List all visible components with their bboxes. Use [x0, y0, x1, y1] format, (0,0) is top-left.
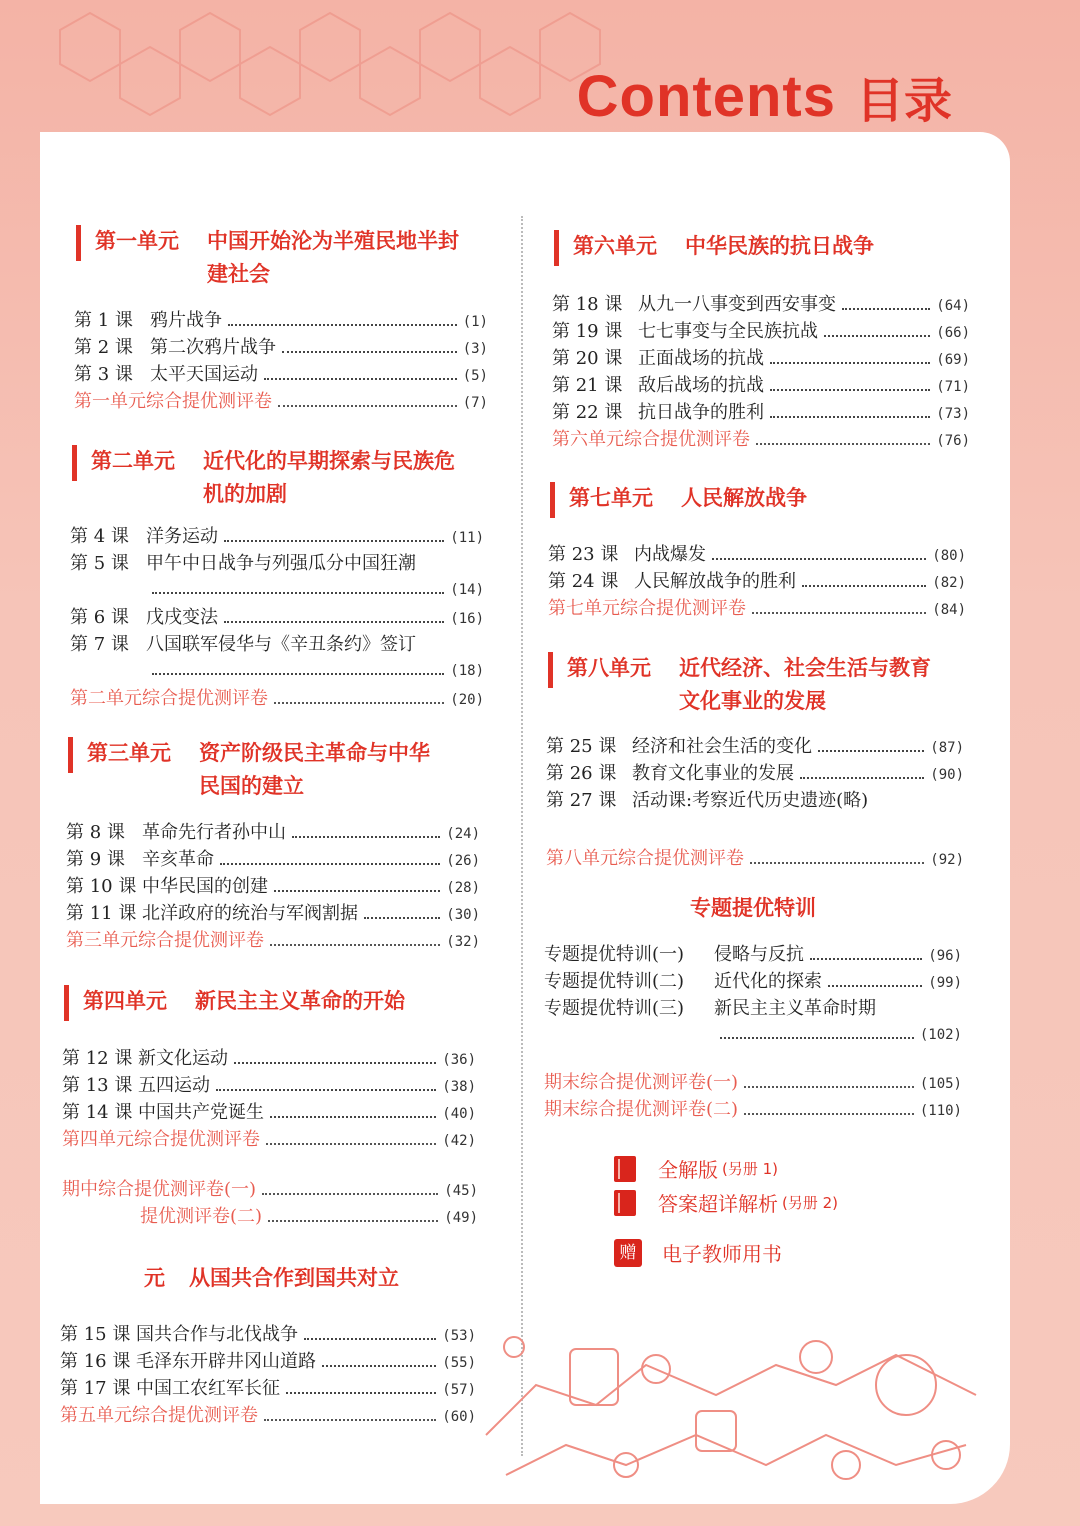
unit-title	[91, 445, 455, 511]
unit-marker	[76, 225, 81, 261]
page-number: (55)	[442, 1355, 476, 1371]
unit-label: 第二单元	[91, 449, 175, 473]
dot-leader	[800, 776, 924, 779]
lesson-title: 第三单元综合提优测评卷	[66, 930, 264, 951]
lesson-title: 中国工农红军长征	[136, 1378, 280, 1399]
lesson-number: 第 12 课	[62, 1048, 133, 1069]
special-heading: 专题提优特训	[690, 896, 816, 920]
gift-icon: 赠	[614, 1239, 642, 1267]
unit-label: 第三单元	[87, 741, 171, 765]
page-number: (30)	[446, 907, 480, 923]
unit-title-line: 建社会	[207, 262, 270, 286]
lesson-row	[62, 1100, 476, 1126]
unit-label: 元	[144, 1266, 165, 1290]
lesson-number: 第 21 课	[552, 375, 623, 396]
lesson-title: 期末综合提优测评卷(二)	[544, 1099, 739, 1120]
page-number: (40)	[442, 1106, 476, 1122]
dot-leader	[824, 334, 930, 337]
lesson-row-continued	[146, 577, 484, 603]
lesson-number: 第 25 课	[546, 736, 617, 757]
lesson-row	[66, 901, 480, 927]
decorative-network-icons	[476, 1325, 996, 1495]
lesson-title: 五四运动	[138, 1075, 210, 1096]
unit-marker	[554, 230, 559, 266]
lesson-title: 北洋政府的统治与军阀割据	[142, 903, 358, 924]
lesson-row	[552, 292, 970, 318]
lesson-title: 辛亥革命	[142, 849, 214, 870]
lesson-row	[62, 1073, 476, 1099]
test-row	[66, 928, 480, 954]
lesson-title: 鸦片战争	[150, 310, 222, 331]
lesson-number: 第 3 课	[74, 364, 133, 385]
dot-leader	[286, 1391, 436, 1394]
unit-title: 从国共合作到国共对立	[189, 1266, 399, 1290]
page-number: (92)	[930, 852, 964, 868]
title-chinese: 目录	[855, 73, 952, 129]
page-number: (3)	[462, 341, 488, 357]
lesson-number: 第 16 课	[60, 1351, 131, 1372]
dot-leader	[842, 307, 930, 310]
unit-title-line: 中国开始沦为半殖民地半封	[207, 229, 459, 253]
lesson-row	[60, 1322, 476, 1348]
page-number: (42)	[442, 1133, 476, 1149]
page-number: (32)	[446, 934, 480, 950]
page-number: (105)	[919, 1076, 962, 1092]
lesson-number: 第 17 课	[60, 1378, 131, 1399]
lesson-row	[552, 373, 970, 399]
lesson-title: 经济和社会生活的变化	[632, 736, 812, 757]
lesson-number: 第 2 课	[74, 337, 133, 358]
dot-leader	[802, 584, 926, 587]
dot-leader	[264, 1418, 436, 1421]
page-number: (20)	[450, 692, 484, 708]
lesson-title: 第一单元综合提优测评卷	[74, 391, 272, 412]
dot-leader	[750, 861, 924, 864]
title-english: Contents	[576, 64, 836, 129]
lesson-title: 内战爆发	[634, 544, 706, 565]
lesson-number: 专题提优特训(一)	[544, 944, 685, 965]
lesson-number: 第 6 课	[70, 607, 129, 628]
lesson-number: 第 24 课	[548, 571, 619, 592]
lesson-title: 八国联军侵华与《辛丑条约》签订	[146, 634, 416, 655]
lesson-title: 从九一八事变到西安事变	[638, 294, 836, 315]
lesson-number: 第 4 课	[70, 526, 129, 547]
dot-leader	[752, 611, 926, 614]
page-number: (76)	[936, 433, 970, 449]
test-row	[544, 1097, 962, 1123]
unit-heading	[68, 737, 430, 803]
lesson-title: 新文化运动	[138, 1048, 228, 1069]
lesson-number: 第 15 课	[60, 1324, 131, 1345]
page-number: (11)	[450, 530, 484, 546]
lesson-row	[544, 996, 962, 1022]
unit-title-line: 机的加剧	[203, 482, 287, 506]
test-row	[552, 427, 970, 453]
unit-title	[95, 225, 459, 291]
dot-leader	[770, 415, 930, 418]
unit-label: 第四单元	[83, 989, 167, 1013]
lesson-row	[60, 1376, 476, 1402]
test-row	[544, 1070, 962, 1096]
dot-leader	[712, 557, 926, 560]
dot-leader	[268, 1219, 438, 1222]
unit-marker	[550, 482, 555, 518]
dot-leader	[234, 1061, 436, 1064]
page-number: (102)	[919, 1027, 962, 1043]
lesson-title: 太平天国运动	[150, 364, 258, 385]
lesson-number: 第 10 课	[66, 876, 137, 897]
unit-title-line: 中华民族的抗日战争	[685, 234, 874, 258]
page-number: (38)	[442, 1079, 476, 1095]
lesson-number: 第 8 课	[66, 822, 125, 843]
page-number: (64)	[936, 298, 970, 314]
test-row	[74, 389, 488, 415]
dot-leader	[810, 957, 922, 960]
page-number: (28)	[446, 880, 480, 896]
unit-label: 第一单元	[95, 229, 179, 253]
test-row	[62, 1127, 476, 1153]
page-number: (66)	[936, 325, 970, 341]
supplement-title: 电子教师用书	[662, 1242, 782, 1266]
dot-leader	[278, 404, 457, 407]
column-divider	[521, 216, 523, 1456]
page-number: (16)	[450, 611, 484, 627]
unit-label: 第八单元	[567, 656, 651, 680]
lesson-title: 中华民国的创建	[142, 876, 268, 897]
page-number: (45)	[444, 1183, 478, 1199]
lesson-title: 侵略与反抗	[714, 944, 804, 965]
dot-leader	[152, 591, 444, 594]
test-row	[548, 596, 966, 622]
page-number: (87)	[930, 740, 964, 756]
lesson-row	[546, 788, 964, 814]
dot-leader	[282, 350, 457, 353]
lesson-title: 七七事变与全民族抗战	[638, 321, 818, 342]
page-number: (7)	[462, 395, 488, 411]
page-number: (110)	[919, 1103, 962, 1119]
dot-leader	[818, 749, 924, 752]
lesson-row	[66, 820, 480, 846]
unit-title-line: 近代经济、社会生活与教育	[679, 656, 931, 680]
supplement-note: (另册 2)	[782, 1194, 839, 1212]
unit-title-line: 资产阶级民主革命与中华	[199, 741, 430, 765]
dot-leader	[274, 889, 440, 892]
page-number: (14)	[450, 582, 484, 598]
lesson-number: 专题提优特训(二)	[544, 971, 685, 992]
lesson-title: 戊戌变法	[146, 607, 218, 628]
lesson-title: 国共合作与北伐战争	[136, 1324, 298, 1345]
dot-leader	[224, 620, 444, 623]
supplement-title: 答案超详解析	[658, 1192, 778, 1216]
dot-leader	[322, 1364, 436, 1367]
dot-leader	[364, 916, 440, 919]
page-number: (82)	[932, 575, 966, 591]
lesson-row	[70, 524, 484, 550]
page-number: (18)	[450, 663, 484, 679]
lesson-title: 中国共产党诞生	[138, 1102, 264, 1123]
page-number: (36)	[442, 1052, 476, 1068]
lesson-row-continued	[146, 658, 484, 684]
dot-leader	[304, 1337, 436, 1340]
page-number: (71)	[936, 379, 970, 395]
lesson-row	[66, 847, 480, 873]
lesson-title: 期末综合提优测评卷(一)	[544, 1072, 739, 1093]
dot-leader	[216, 1088, 436, 1091]
lesson-row	[70, 551, 484, 577]
page-number: (5)	[462, 368, 488, 384]
page-number: (53)	[442, 1328, 476, 1344]
unit-heading	[144, 1262, 399, 1295]
lesson-title: 期中综合提优测评卷(一)	[62, 1179, 257, 1200]
page-number: (1)	[462, 314, 488, 330]
lesson-number: 第 20 课	[552, 348, 623, 369]
unit-marker	[68, 737, 73, 773]
lesson-row	[74, 308, 488, 334]
lesson-title: 活动课:考察近代历史遗迹(略)	[632, 790, 869, 811]
unit-title	[573, 230, 874, 266]
lesson-title: 第二次鸦片战争	[150, 337, 276, 358]
dot-leader	[720, 1036, 914, 1039]
lesson-number: 第 22 课	[552, 402, 623, 423]
page-number: (49)	[444, 1210, 478, 1226]
supplement-note: (另册 1)	[722, 1160, 779, 1178]
dot-leader	[270, 943, 440, 946]
lesson-title: 革命先行者孙中山	[142, 822, 286, 843]
dot-leader	[828, 984, 922, 987]
lesson-title: 近代化的探索	[714, 971, 822, 992]
lesson-row	[74, 335, 488, 361]
lesson-number: 第 18 课	[552, 294, 623, 315]
lesson-row-continued	[714, 1022, 962, 1048]
lesson-number: 专题提优特训(三)	[544, 998, 685, 1019]
lesson-number: 第 26 课	[546, 763, 617, 784]
lesson-title: 第五单元综合提优测评卷	[60, 1405, 258, 1426]
dot-leader	[266, 1142, 436, 1145]
lesson-number: 第 11 课	[66, 903, 137, 924]
lesson-row	[70, 605, 484, 631]
lesson-number: 第 7 课	[70, 634, 129, 655]
dot-leader	[262, 1192, 438, 1195]
test-row	[546, 846, 964, 872]
lesson-title: 甲午中日战争与列强瓜分中国狂潮	[146, 553, 416, 574]
page-number: (84)	[932, 602, 966, 618]
page-number: (90)	[930, 767, 964, 783]
page-number: (73)	[936, 406, 970, 422]
test-row	[140, 1204, 478, 1230]
lesson-title: 毛泽东开辟井冈山道路	[136, 1351, 316, 1372]
unit-heading	[64, 985, 405, 1021]
lesson-row	[552, 319, 970, 345]
lesson-row	[70, 632, 484, 658]
dot-leader	[292, 835, 440, 838]
page-number: (96)	[928, 948, 962, 964]
dot-leader	[270, 1115, 436, 1118]
lesson-title: 人民解放战争的胜利	[634, 571, 796, 592]
lesson-row	[544, 969, 962, 995]
unit-title-line: 近代化的早期探索与民族危	[203, 449, 455, 473]
dot-leader	[744, 1085, 914, 1088]
supplement-title: 全解版	[658, 1158, 718, 1182]
dot-leader	[756, 442, 930, 445]
page-number: (60)	[442, 1409, 476, 1425]
page-number: (57)	[442, 1382, 476, 1398]
book-icon	[614, 1190, 636, 1216]
unit-title	[569, 482, 807, 518]
unit-marker	[72, 445, 77, 481]
dot-leader	[274, 701, 444, 704]
test-row	[60, 1403, 476, 1429]
unit-heading	[76, 225, 459, 291]
unit-marker	[548, 652, 553, 688]
unit-heading	[550, 482, 807, 518]
lesson-row	[552, 346, 970, 372]
lesson-title: 第四单元综合提优测评卷	[62, 1129, 260, 1150]
unit-heading	[554, 230, 874, 266]
lesson-row	[62, 1046, 476, 1072]
lesson-title: 第六单元综合提优测评卷	[552, 429, 750, 450]
lesson-row	[548, 542, 966, 568]
unit-marker	[64, 985, 69, 1021]
dot-leader	[220, 862, 440, 865]
lesson-row	[544, 942, 962, 968]
lesson-title: 第二单元综合提优测评卷	[70, 688, 268, 709]
lesson-title: 第七单元综合提优测评卷	[548, 598, 746, 619]
supplement-item	[614, 1154, 778, 1183]
supplement-item	[614, 1188, 838, 1217]
unit-label: 第七单元	[569, 486, 653, 510]
page-number: (26)	[446, 853, 480, 869]
lesson-title: 第八单元综合提优测评卷	[546, 848, 744, 869]
lesson-row	[74, 362, 488, 388]
lesson-title: 教育文化事业的发展	[632, 763, 794, 784]
lesson-row	[66, 874, 480, 900]
unit-title-line: 人民解放战争	[681, 486, 807, 510]
lesson-title: 提优测评卷(二)	[140, 1206, 263, 1227]
unit-title-line: 民国的建立	[199, 774, 304, 798]
lesson-title: 正面战场的抗战	[638, 348, 764, 369]
dot-leader	[224, 539, 444, 542]
lesson-number: 第 1 课	[74, 310, 133, 331]
dot-leader	[152, 672, 444, 675]
lesson-title: 洋务运动	[146, 526, 218, 547]
lesson-number: 第 27 课	[546, 790, 617, 811]
lesson-row	[546, 761, 964, 787]
unit-heading	[548, 652, 931, 718]
dot-leader	[228, 323, 457, 326]
dot-leader	[770, 361, 930, 364]
dot-leader	[744, 1112, 914, 1115]
page-number: (99)	[928, 975, 962, 991]
contents-title	[577, 62, 952, 131]
lesson-row	[60, 1349, 476, 1375]
lesson-title: 抗日战争的胜利	[638, 402, 764, 423]
page-number: (69)	[936, 352, 970, 368]
test-row	[62, 1177, 478, 1203]
unit-title	[567, 652, 931, 718]
lesson-row	[546, 734, 964, 760]
book-icon	[614, 1156, 636, 1182]
lesson-row	[548, 569, 966, 595]
lesson-number: 第 23 课	[548, 544, 619, 565]
page-number: (24)	[446, 826, 480, 842]
dot-leader	[264, 377, 457, 380]
lesson-title: 敌后战场的抗战	[638, 375, 764, 396]
unit-title-line: 新民主主义革命的开始	[195, 989, 405, 1013]
unit-title	[83, 985, 405, 1021]
unit-title	[87, 737, 430, 803]
lesson-number: 第 14 课	[62, 1102, 133, 1123]
supplement-item	[614, 1238, 782, 1267]
lesson-number: 第 5 课	[70, 553, 129, 574]
test-row	[70, 686, 484, 712]
page-number: (80)	[932, 548, 966, 564]
lesson-number: 第 13 课	[62, 1075, 133, 1096]
lesson-row	[552, 400, 970, 426]
lesson-number: 第 19 课	[552, 321, 623, 342]
unit-title-line: 文化事业的发展	[679, 689, 826, 713]
lesson-title: 新民主主义革命时期	[714, 998, 876, 1019]
lesson-number: 第 9 课	[66, 849, 125, 870]
unit-label: 第六单元	[573, 234, 657, 258]
unit-heading	[72, 445, 455, 511]
dot-leader	[770, 388, 930, 391]
